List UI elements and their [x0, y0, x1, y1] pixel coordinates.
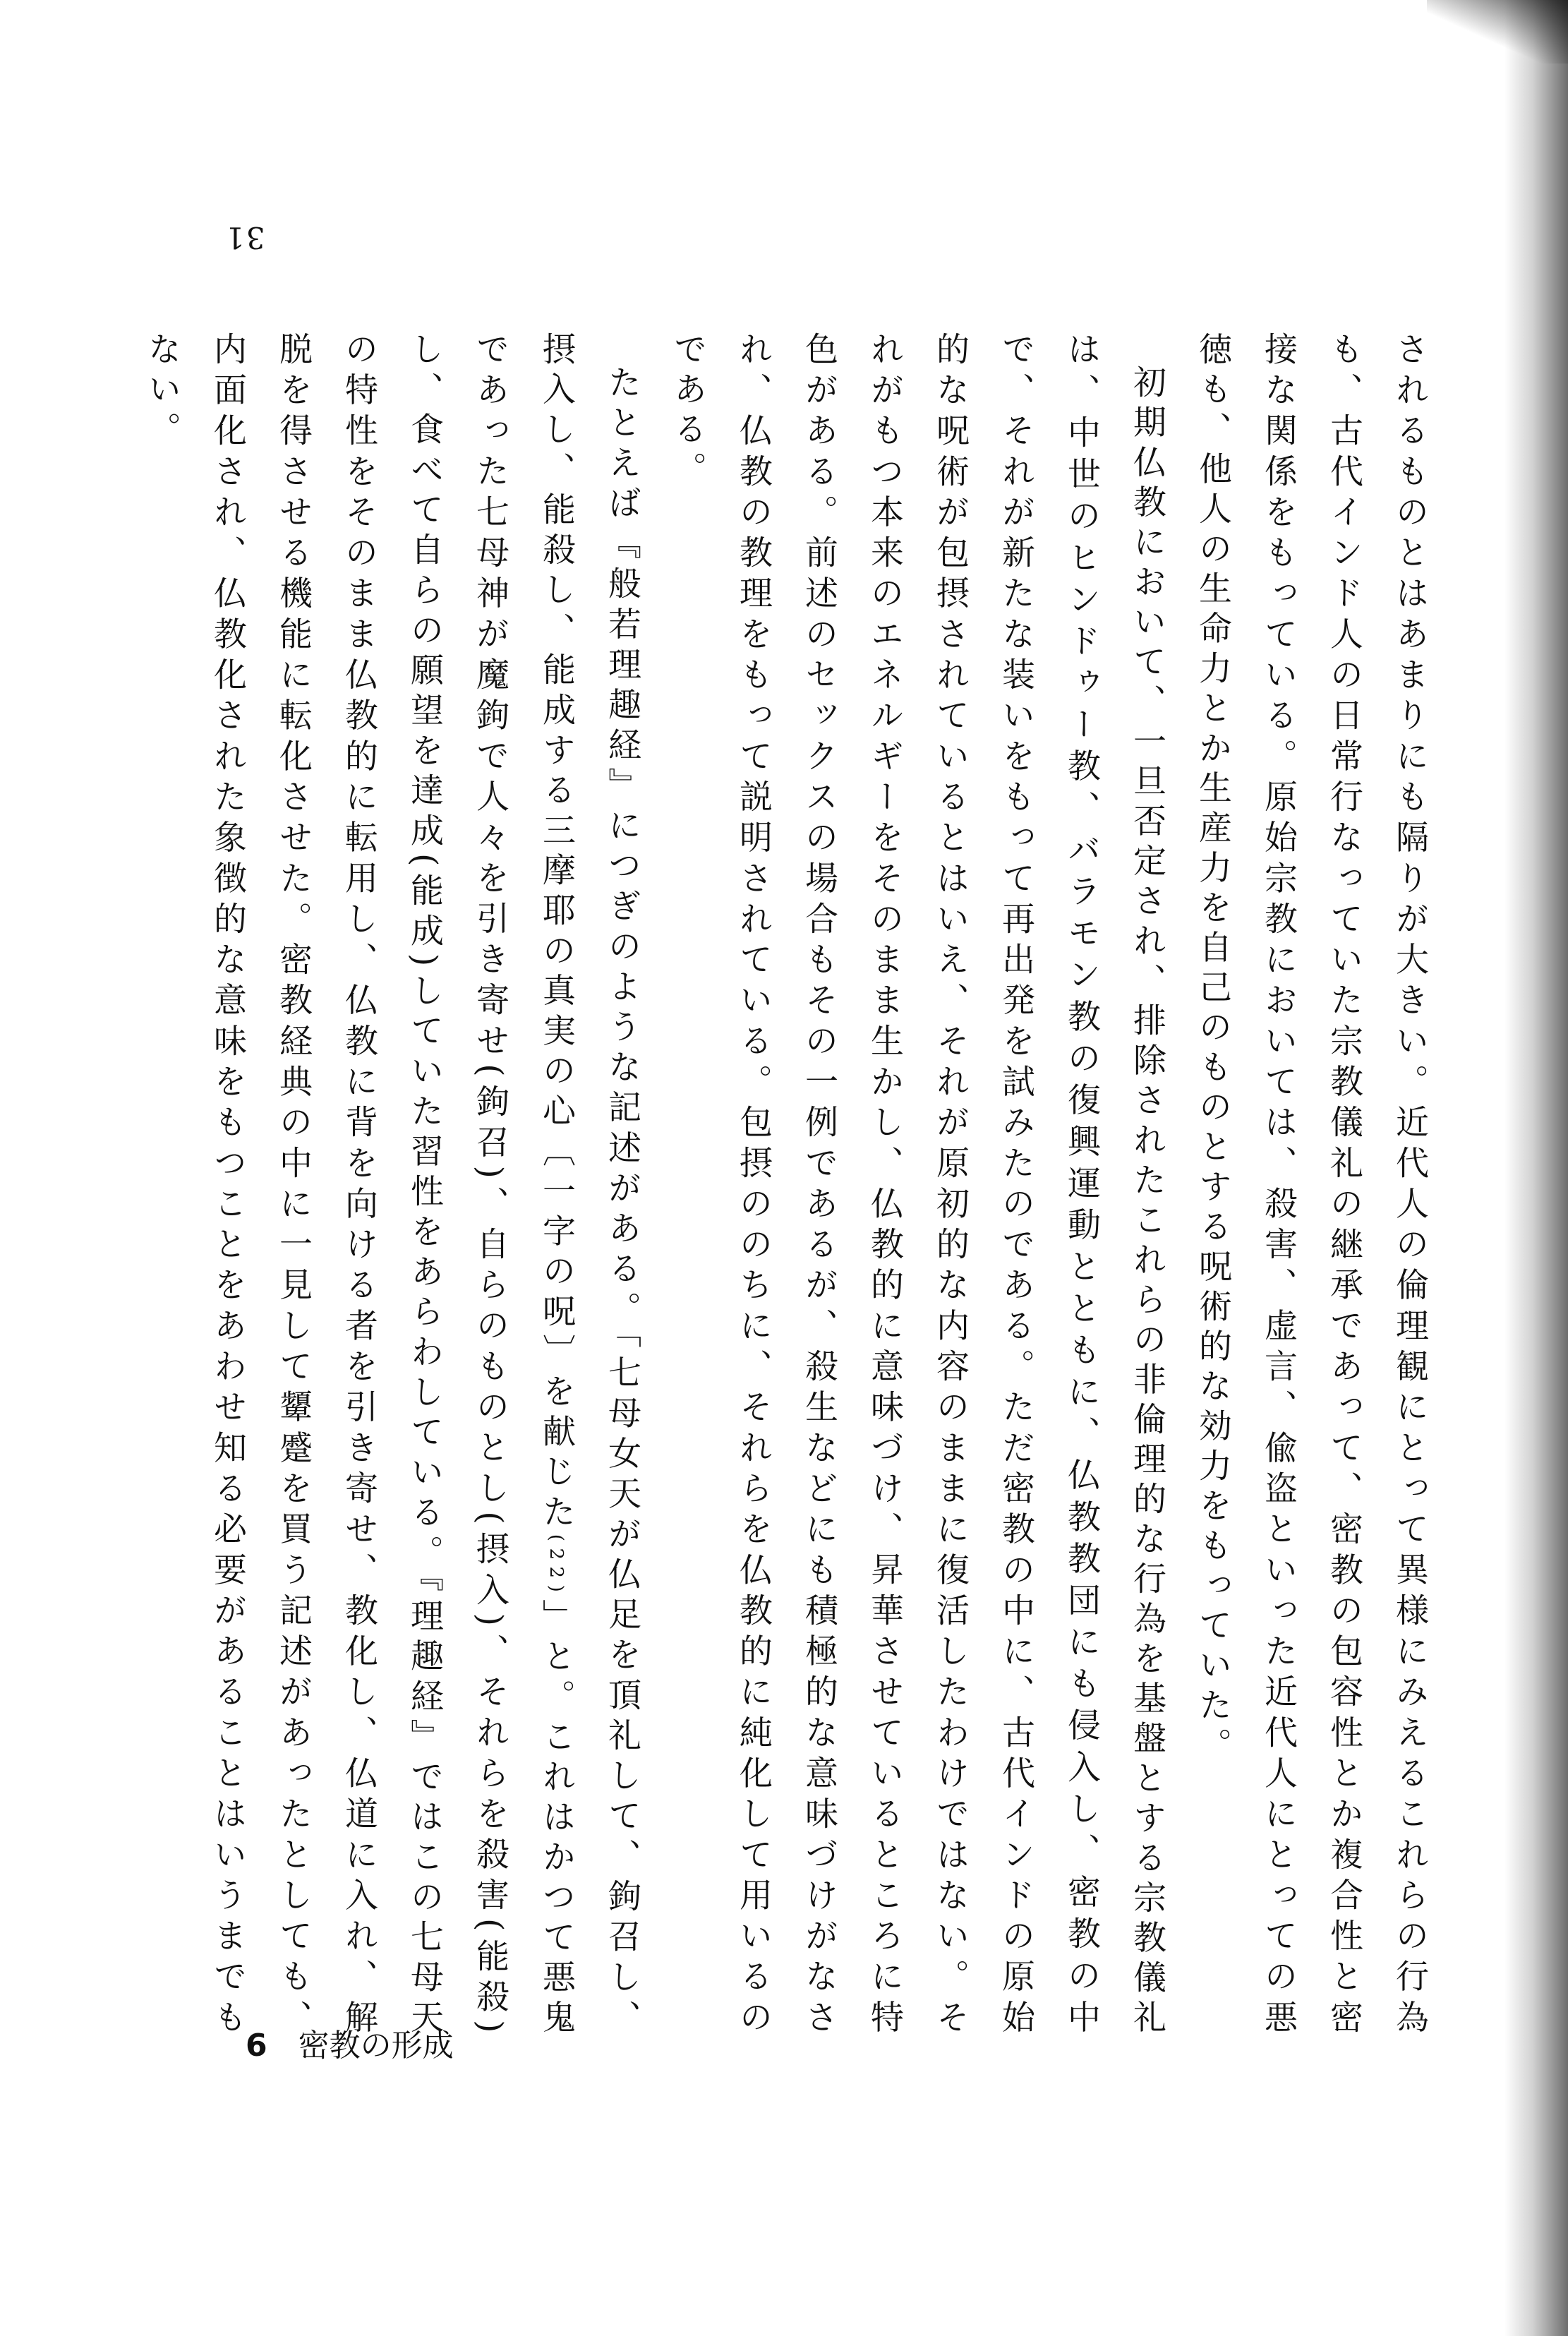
section-title: 密教の形成: [298, 2028, 454, 2064]
paragraph-2: 初期仏教において、一旦否定され、排除されたこれらの非倫理的な行為を基盤とする宗教儀礼は、中世のヒンドゥー教、バラモン教の復興運動とともに、仏教教団にも侵入し、密教の中で、それが新たな装いをもって再出発を試みたのである。ただ密教の中に、古代インドの原始的な呪術が包摂されているとはいえ、それが原初的な内容のままに復活したわけではない。それがもつ本来のエネルギーをそのまま生かし、仏教的に意味づけ、昇華させているところに特色がある。前述のセックスの場合もその一例であるが、殺生などにも積極的な意味づけがなされ、仏教の教理をもって説明されている。包摂ののちに、それらを仏教的に純化して用いるのである。: [668, 332, 1166, 2040]
paragraph-3-text-a: たとえば『般若理趣経』につぎのような記述がある。「七母女天が仏足を頂礼して、鉤召し、摂入し、能殺し、能成する三摩耶の真実の心〔一字の呪〕を献じた: [537, 332, 641, 2040]
paragraph-1: されるものとはあまりにも隔りが大きい。近代人の倫理観にとって異様にみえるこれらの行為も、古代インド人の日常行なっていた宗教儀礼の継承であって、密教の包容性とか複合性と密接な関係をもっている。原始宗教においては、殺害、虚言、偸盗といった近代人にとっての悪徳も、他人の生命力とか生産力を自己のものとする呪術的な効力をもっていた。: [1193, 332, 1429, 2040]
paragraph-3-text-b: 」と。これはかつて悪鬼であった七母神が魔鉤で人々を引き寄せ(鉤召)、自らのものとし(摂入)、それらを殺害(能殺)し、食べて自らの願望を達成(能成)していた習性をあらわしている。『理趣経』ではこの七母天の特性をそのまま仏教的に転用し、仏教に背を向ける者を引き寄せ、教化し、仏道に入れ、解脱を得させる機能に転化させた。密教経典の中に一見して顰蹙を買う記述があったとしても、内面化され、仏教化された象徴的な意味をもつことをあわせ知る必要があることはいうまでもない。: [143, 332, 576, 2040]
scan-shadow-edge: [1504, 0, 1568, 2336]
section-footer: [246, 2020, 454, 2065]
scan-shadow-corner: [1427, 0, 1568, 64]
footnote-ref-22: (22): [545, 1534, 567, 1599]
section-number: 6: [246, 2028, 267, 2064]
body-text: [129, 332, 1442, 2040]
page-number: 31: [224, 220, 265, 255]
paragraph-3: [129, 332, 655, 2040]
